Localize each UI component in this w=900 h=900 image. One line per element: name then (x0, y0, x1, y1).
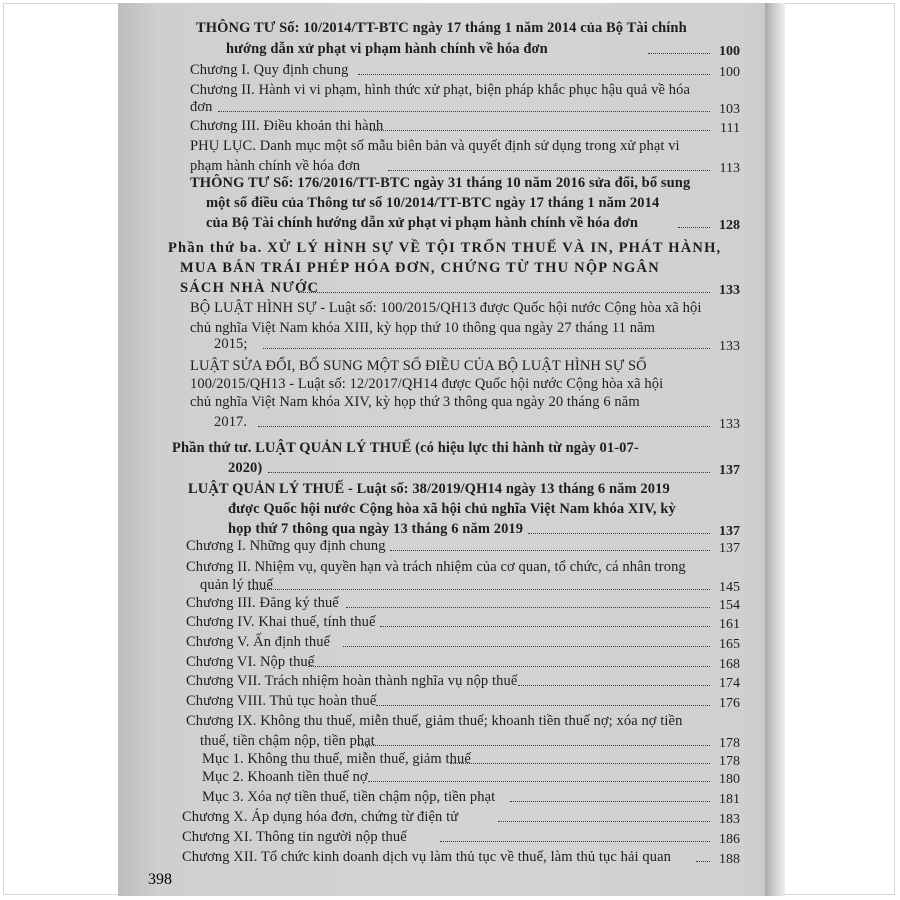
toc-entry-text: Phần thứ ba. XỬ LÝ HÌNH SỰ VỀ TỘI TRỐN THUẾ VÀ IN, PHÁT HÀNH, (168, 240, 722, 256)
book-page-photo (118, 3, 785, 896)
toc-entry-text: Mục 1. Không thu thuế, miễn thuế, giảm thuế (202, 751, 471, 767)
toc-entry-text: họp thứ 7 thông qua ngày 13 tháng 6 năm 2019 (228, 521, 524, 537)
dot-leader (370, 130, 710, 131)
toc-page-number: 181 (719, 792, 740, 807)
toc-entry-text: Chương IX. Không thu thuế, miễn thuế, giảm thuế; khoanh tiền thuế nợ; xóa nợ tiền (186, 713, 683, 729)
toc-entry-text: hướng dẫn xử phạt vi phạm hành chính về hóa đơn (226, 41, 548, 57)
toc-page-number: 188 (719, 852, 740, 867)
toc-page-number: 113 (719, 161, 740, 176)
toc-entry-text: Chương I. Những quy định chung (186, 538, 386, 554)
dot-leader (358, 745, 710, 746)
toc-page-number: 174 (719, 676, 740, 691)
toc-page-number: 183 (719, 812, 740, 827)
dot-leader (368, 781, 710, 782)
toc-page-number: 180 (719, 772, 740, 787)
toc-page-number: 133 (719, 283, 740, 298)
toc-entry-text: LUẬT QUẢN LÝ THUẾ - Luật số: 38/2019/QH14 ngày 13 tháng 6 năm 2019 (188, 481, 670, 497)
toc-entry-text: chủ nghĩa Việt Nam khóa XIII, kỳ họp thứ 10 thông qua ngày 27 tháng 11 năm (190, 320, 656, 336)
dot-leader (388, 170, 710, 171)
toc-entry-text: được Quốc hội nước Cộng hòa xã hội chủ nghĩa Việt Nam khóa XIV, kỳ (228, 501, 676, 517)
toc-page-number: 133 (719, 339, 740, 354)
toc-entry-text: Chương X. Áp dụng hóa đơn, chứng từ điện tử (182, 809, 459, 825)
toc-entry-text: Mục 3. Xóa nợ tiền thuế, tiền chậm nộp, tiền phạt (202, 789, 496, 805)
toc-entry-text: THÔNG TƯ Số: 10/2014/TT-BTC ngày 17 tháng 1 năm 2014 của Bộ Tài chính (196, 20, 687, 36)
toc-entry-text: thuế, tiền chậm nộp, tiền phạt (200, 733, 375, 749)
toc-entry-text: phạm hành chính về hóa đơn (190, 158, 361, 174)
toc-page-number: 133 (719, 417, 740, 432)
dot-leader (298, 292, 710, 293)
dot-leader (343, 646, 710, 647)
dot-leader (218, 111, 710, 112)
toc-entry-text: quản lý thuế (200, 577, 273, 593)
toc-entry-text: một số điều của Thông tư số 10/2014/TT-BTC ngày 17 tháng 1 năm 2014 (206, 195, 660, 211)
toc-page-number: 165 (719, 637, 740, 652)
toc-page-number: 137 (719, 524, 740, 539)
toc-entry-text: Chương II. Nhiệm vụ, quyền hạn và trách nhiệm của cơ quan, tổ chức, cá nhân trong (186, 559, 686, 575)
dot-leader (390, 550, 710, 551)
toc-entry-text: Chương IV. Khai thuế, tính thuế (186, 614, 376, 630)
toc-page-number: 168 (719, 657, 740, 672)
dot-leader (308, 666, 710, 667)
toc-entry-text: MUA BÁN TRÁI PHÉP HÓA ĐƠN, CHỨNG TỪ THU NỘP NGÂN (180, 260, 660, 276)
toc-page-number: 103 (719, 102, 740, 117)
toc-entry-text: Mục 2. Khoanh tiền thuế nợ (202, 769, 368, 785)
dot-leader (376, 705, 710, 706)
toc-entry-text: 100/2015/QH13 - Luật số: 12/2017/QH14 được Quốc hội nước Cộng hòa xã hội (190, 376, 664, 392)
toc-entry-text: 2015; (214, 336, 248, 352)
toc-entry-text: Chương VIII. Thủ tục hoàn thuế (186, 693, 377, 709)
toc-entry-text: Chương VII. Trách nhiệm hoàn thành nghĩa vụ nộp thuế (186, 673, 518, 689)
toc-page-number: 111 (720, 121, 740, 136)
toc-page-number: 178 (719, 754, 740, 769)
dot-leader (510, 801, 710, 802)
dot-leader (268, 472, 710, 473)
toc-entry-text: Chương XI. Thông tin người nộp thuế (182, 829, 407, 845)
toc-entry-text: BỘ LUẬT HÌNH SỰ - Luật số: 100/2015/QH13 được Quốc hội nước Cộng hòa xã hội (190, 300, 702, 316)
dot-leader (380, 626, 710, 627)
toc-page-number: 100 (719, 44, 740, 59)
toc-entry-text: Chương XII. Tổ chức kinh doanh dịch vụ làm thủ tục về thuế, làm thủ tục hải quan (182, 849, 671, 865)
toc-entry-text: chủ nghĩa Việt Nam khóa XIV, kỳ họp thứ 3 thông qua ngày 20 tháng 6 năm (190, 394, 640, 410)
toc-entry-text: Chương III. Đăng ký thuế (186, 595, 339, 611)
toc-entry-text: 2017. (214, 414, 248, 430)
dot-leader (358, 74, 710, 75)
toc-entry-text: Chương III. Điều khoản thi hành (190, 118, 384, 134)
dot-leader (518, 685, 710, 686)
toc-entry-text: Chương II. Hành vi vi phạm, hình thức xử phạt, biện pháp khắc phục hậu quả về hóa (190, 82, 691, 98)
toc-entry-text: Phần thứ tư. LUẬT QUẢN LÝ THUẾ (có hiệu lực thi hành từ ngày 01-07- (172, 440, 639, 456)
dot-leader (258, 426, 710, 427)
toc-page-number: 154 (719, 598, 740, 613)
toc-entry-text: PHỤ LỤC. Danh mục một số mẫu biên bản và quyết định sử dụng trong xử phạt vi (190, 138, 680, 154)
toc-entry-text: THÔNG TƯ Số: 176/2016/TT-BTC ngày 31 tháng 10 năm 2016 sửa đổi, bổ sung (190, 175, 691, 191)
toc-page-number: 145 (719, 580, 740, 595)
page-number: 398 (148, 871, 172, 888)
toc-entry-text: Chương V. Ấn định thuế (186, 634, 331, 650)
toc-page-number: 178 (719, 736, 740, 751)
toc-entry-text: SÁCH NHÀ NƯỚC (180, 280, 320, 296)
toc-page-number: 186 (719, 832, 740, 847)
table-of-contents (118, 3, 785, 896)
toc-page-number: 100 (719, 65, 740, 80)
toc-page-number: 137 (719, 463, 740, 478)
dot-leader (450, 763, 710, 764)
dot-leader (528, 533, 710, 534)
toc-page-number: 161 (719, 617, 740, 632)
toc-entry-text: Chương I. Quy định chung (190, 62, 349, 78)
toc-page-number: 176 (719, 696, 740, 711)
dot-leader (248, 589, 710, 590)
toc-entry-text: 2020) (228, 460, 263, 476)
dot-leader (263, 348, 710, 349)
toc-page-number: 128 (719, 218, 740, 233)
toc-entry-text: LUẬT SỬA ĐỔI, BỔ SUNG MỘT SỐ ĐIỀU CỦA BỘ LUẬT HÌNH SỰ SỐ (190, 358, 647, 374)
toc-entry-text: đơn (190, 99, 213, 115)
dot-leader (346, 607, 710, 608)
toc-entry-text: Chương VI. Nộp thuế (186, 654, 315, 670)
toc-entry-text: của Bộ Tài chính hướng dẫn xử phạt vi phạm hành chính về hóa đơn (206, 215, 639, 231)
dot-leader (498, 821, 710, 822)
toc-page-number: 137 (719, 541, 740, 556)
page-edge-shadow (765, 3, 785, 896)
dot-leader (440, 841, 710, 842)
